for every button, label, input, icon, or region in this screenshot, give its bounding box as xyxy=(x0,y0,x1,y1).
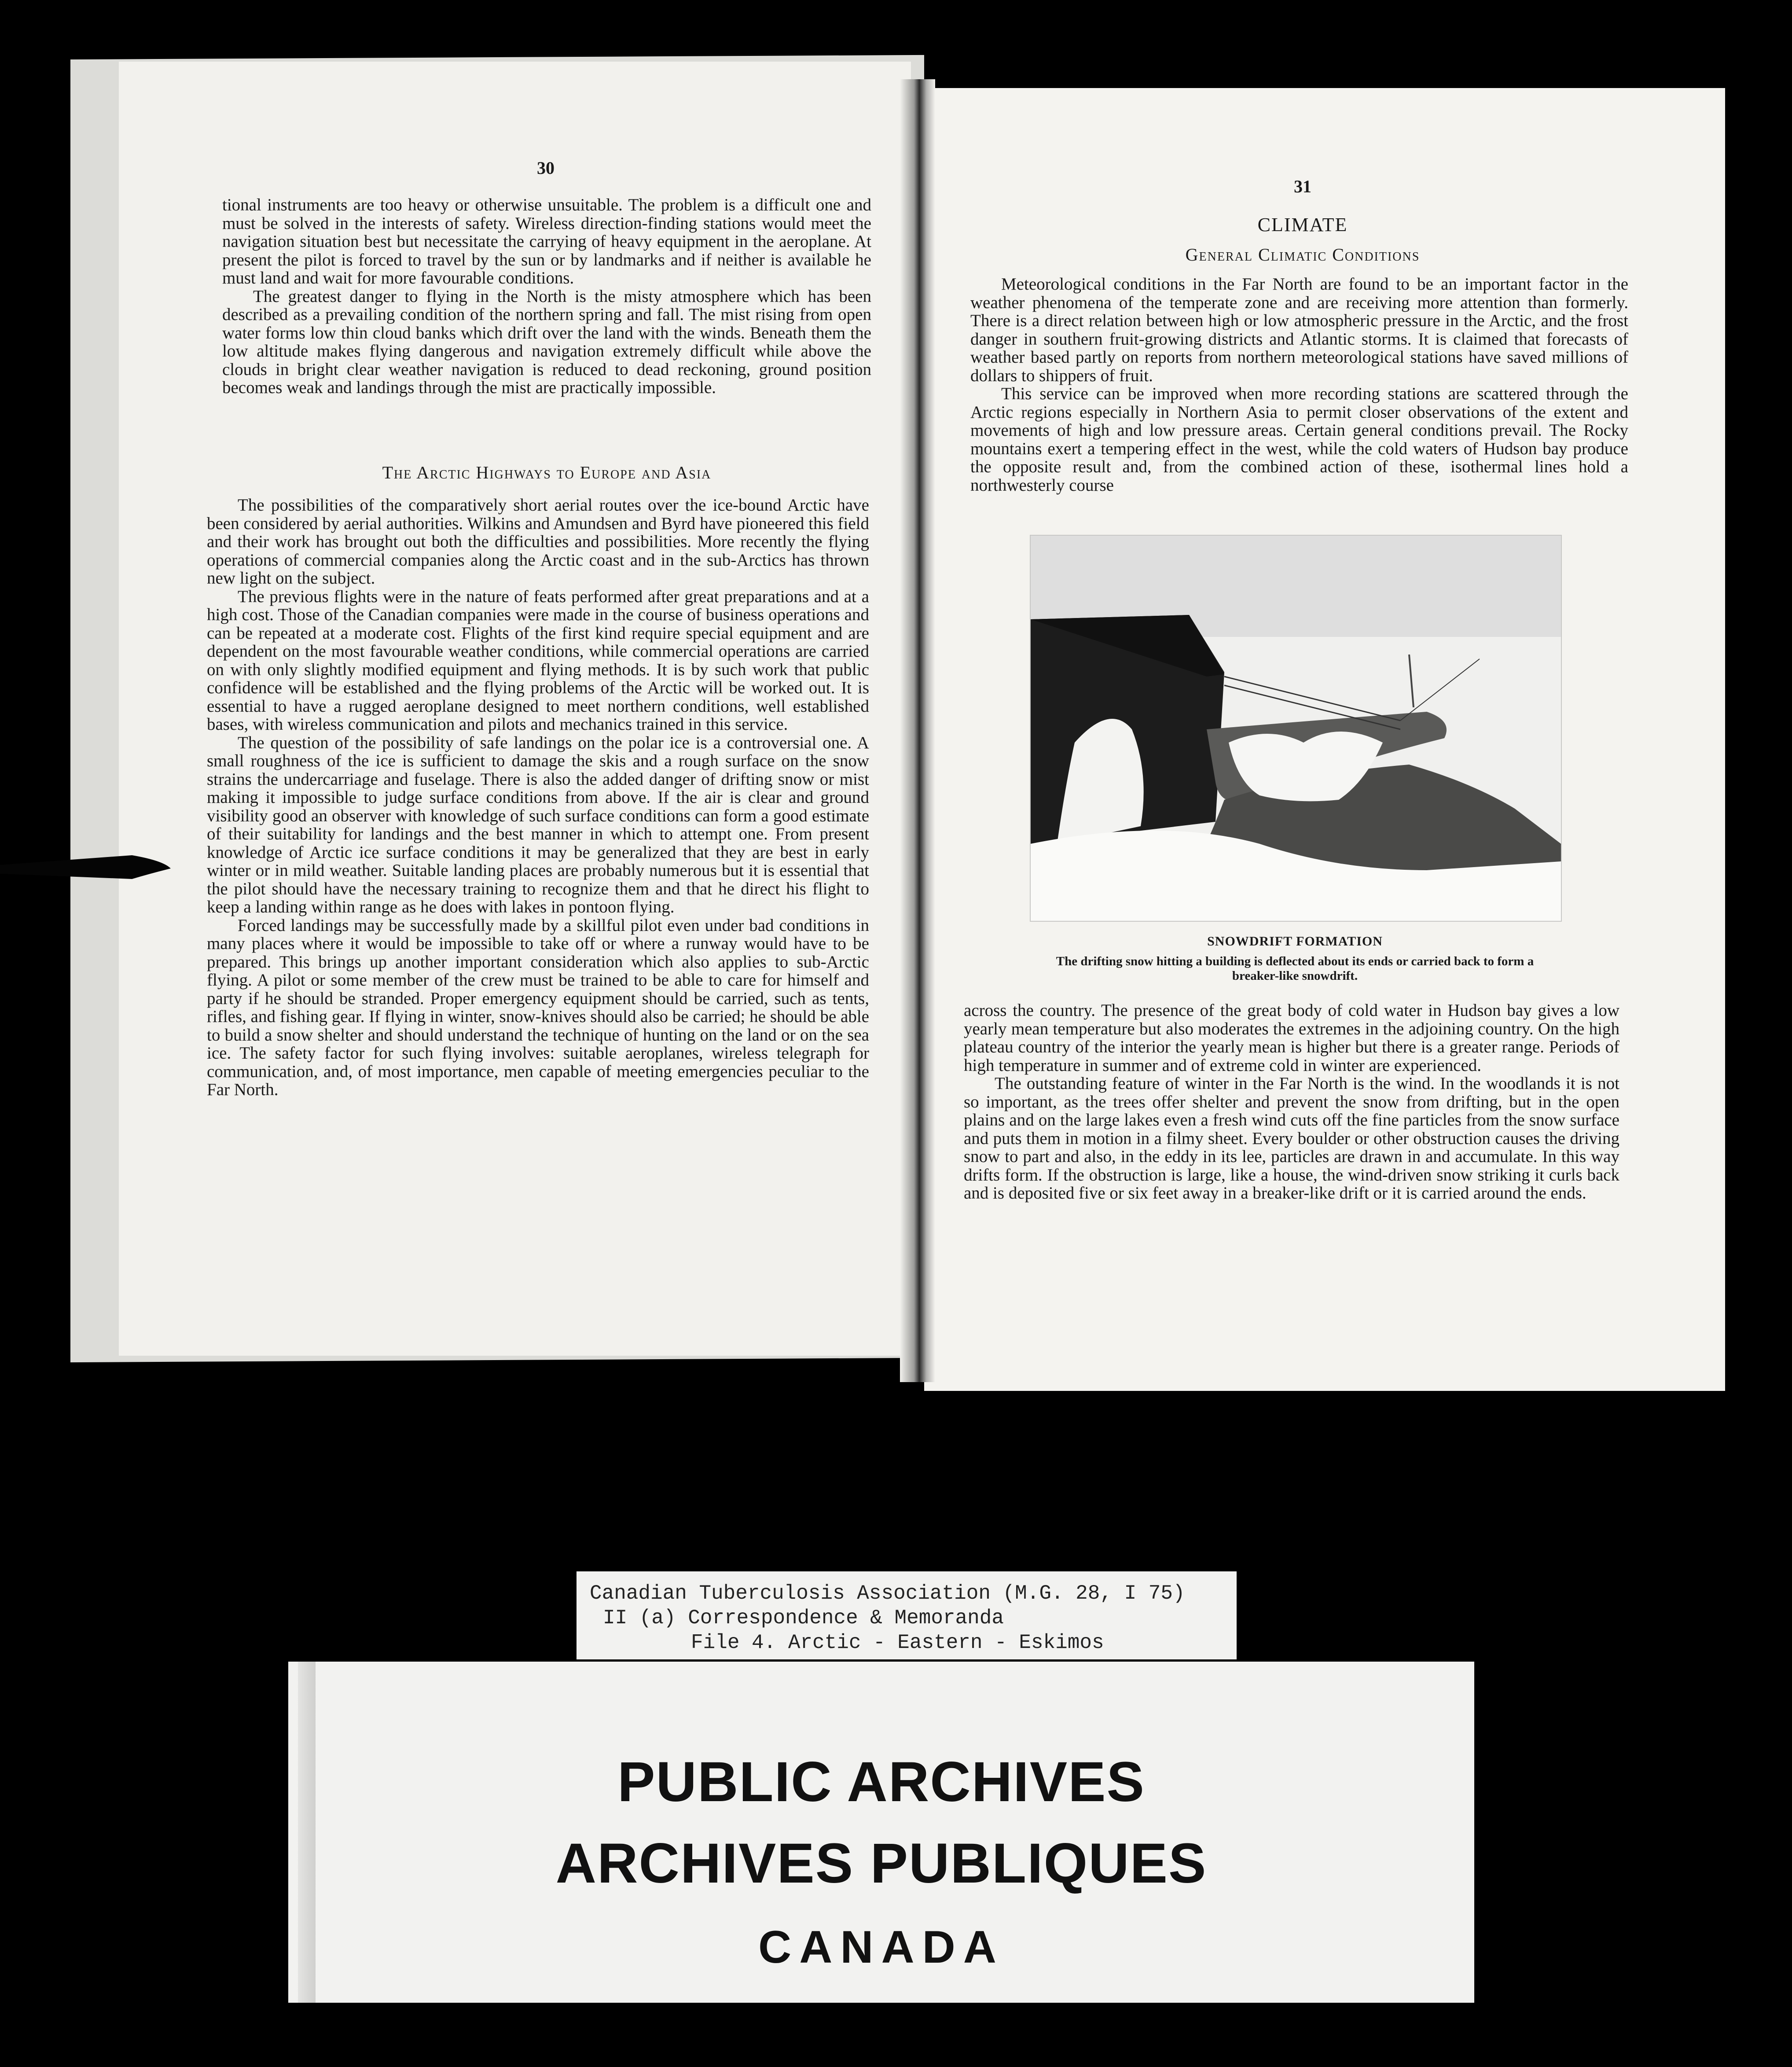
chapter-title: CLIMATE xyxy=(1257,214,1348,235)
paragraph: The question of the possibility of safe landings on the polar ice is a controversial one. A small roughness of the ice is sufficient to damage the skis and a rough surface on the snow strains the undercarriage and fuselage. There is also the added danger of drifting snow or mist making it impossible to judge surface conditions from above. If the air is clear and ground visibility good an observer with knowledge of such surface conditions can form a good estimate of their suitability for landings and the best manner in which to attempt one. From present knowledge of Arctic ice surface conditions it may be generalized that they are best in early winter or in mild weather. Suitable landing places are probably numerous but it is essential that the pilot should have the necessary training to recognize them and that he direct his flight to keep a landing within range as he does with lakes in pontoon flying. xyxy=(207,733,869,916)
file-label-line: II (a) Correspondence & Memoranda xyxy=(603,1607,1004,1629)
archive-file-label xyxy=(577,1571,1237,1659)
section-heading-arctic-highways: The Arctic Highways to Europe and Asia xyxy=(382,463,712,482)
public-archives-card xyxy=(288,1662,1474,2003)
paragraph: Meteorological conditions in the Far North are found to be an important factor in the weather phenomena of the temperate zone and are receiving more attention than formerly. There is a direct relation between high or low atmospheric pressure in the Arctic, and the frost danger in southern fruit-growing districts and Atlantic storms. It is claimed that forecasts of weather based partly on reports from northern meteorological stations have saved millions of dollars to shippers of fruit. xyxy=(970,275,1628,385)
section-heading-climatic-conditions: General Climatic Conditions xyxy=(1185,245,1420,265)
right-page-number: 31 xyxy=(1294,177,1311,196)
paragraph: The outstanding feature of winter in the Far North is the wind. In the woodlands it is not so important, as the trees offer shelter and prevent the snow from drifting, but in the open plains and on the large lakes even a fresh wind cuts off the fine particles from the snow surface and puts them in motion in a filmy sheet. Every boulder or other obstruction causes the driving snow to part and also, in the eddy in its lee, particles are drawn in and accumulate. In this way drifts form. If the obstruction is large, like a house, the wind-driven snow striking it curls back and is deposited five or six feet away in a breaker-like drift or it is carried around the ends. xyxy=(964,1074,1619,1203)
snowdrift-scene xyxy=(1031,536,1561,921)
paragraph: The greatest danger to flying in the North is the misty atmosphere which has been described as a prevailing condition of the northern spring and fall. The mist rising from open water forms low thin cloud banks which drift over the land with the winds. Beneath them the low altitude makes flying dangerous and navigation extremely difficult while above the clouds in bright clear weather navigation is reduced to dead reckoning, ground position becomes weak and landings through the mist are practically impossible. xyxy=(222,287,871,397)
figure-caption-title: SNOWDRIFT FORMATION xyxy=(1207,934,1383,949)
file-label-line: File 4. Arctic - Eastern - Eskimos xyxy=(691,1631,1104,1654)
figure-caption-text: The drifting snow hitting a building is deflected about its ends or carried back to form a breaker-like snowdrift. xyxy=(1056,954,1534,983)
archives-country: CANADA xyxy=(758,1922,1004,1973)
archives-title-french: ARCHIVES PUBLIQUES xyxy=(555,1832,1207,1895)
book-gutter xyxy=(900,79,935,1382)
paragraph: The previous flights were in the nature of feats performed after great preparations and at a high cost. Those of the Canadian companies were made in the course of business operations and can be repeated at a moderate cost. Flights of the first kind require special equipment and are dependent on the most favourable weather conditions, while commercial operations are carried on with only slightly modified equipment and flying methods. It is by such work that public confidence will be established and the flying problems of the Arctic will be worked out. It is essential to have a rugged aeroplane designed to meet northern conditions, well established bases, with wireless communication and pilots and mechanics trained in this service. xyxy=(207,587,869,734)
paragraph: tional instruments are too heavy or otherwise unsuitable. The problem is a difficult one and must be solved in the interests of safety. Wireless direction-finding stations would meet the navigation situation best but necessitate the carrying of heavy equipment in the aeroplane. At present the pilot is forced to travel by the sun or by landmarks and if neither is available he must land and wait for more favourable conditions. xyxy=(222,195,871,287)
file-label-line: Canadian Tuberculosis Association (M.G. 28, I 75) xyxy=(590,1582,1185,1605)
right-text-bottom xyxy=(964,1001,1619,1203)
left-text-top xyxy=(222,196,871,397)
paragraph: The possibilities of the comparatively short aerial routes over the ice-bound Arctic have been considered by aerial authorities. Wilkins and Amundsen and Byrd have pioneered this field and their work has brought out both the difficulties and possibilities. More recently the flying operations of commercial companies along the Arctic coast and in the sub-Arctics has thrown new light on the subject. xyxy=(207,496,869,588)
right-text-top xyxy=(970,275,1628,494)
paragraph: across the country. The presence of the great body of cold water in Hudson bay gives a low yearly mean temperature but also moderates the extremes in the adjoining country. On the high plateau country of the interior the yearly mean is higher but there is a greater range. Periods of high temperature in summer and of extreme cold in winter are experienced. xyxy=(964,1001,1619,1075)
left-page-number: 30 xyxy=(537,158,554,178)
paragraph: Forced landings may be successfully made by a skillful pilot even under bad conditions in many places where it would be impossible to take off or where a runway would have to be prepared. This brings up another important consideration which also applies to sub-Arctic flying. A pilot or some member of the crew must be trained to be able to care for himself and party if he should be stranded. Proper emergency equipment should be carried, such as tents, rifles, and fishing gear. If flying in winter, snow-knives should also be carried; he should be able to build a snow shelter and should understand the technique of hunting on the land or on the sea ice. The safety factor for such flying involves: suitable aeroplanes, wireless telegraph for communication, and, of most importance, men capable of meeting emergencies peculiar to the Far North. xyxy=(207,916,869,1099)
archives-title-english: PUBLIC ARCHIVES xyxy=(617,1751,1145,1813)
left-text-bottom xyxy=(207,496,869,1099)
paragraph: This service can be improved when more recording stations are scattered through the Arctic regions especially in Northern Asia to permit closer observations of the extent and movements of high and low pressure areas. Certain general conditions prevail. The Rocky mountains exert a tempering effect in the west, while the cold waters of Hudson bay produce the opposite result and, from the combined action of these, isothermal lines hold a northwesterly course xyxy=(970,384,1628,495)
letter-opener-blade xyxy=(0,843,176,896)
snowdrift-photo xyxy=(1030,535,1562,922)
